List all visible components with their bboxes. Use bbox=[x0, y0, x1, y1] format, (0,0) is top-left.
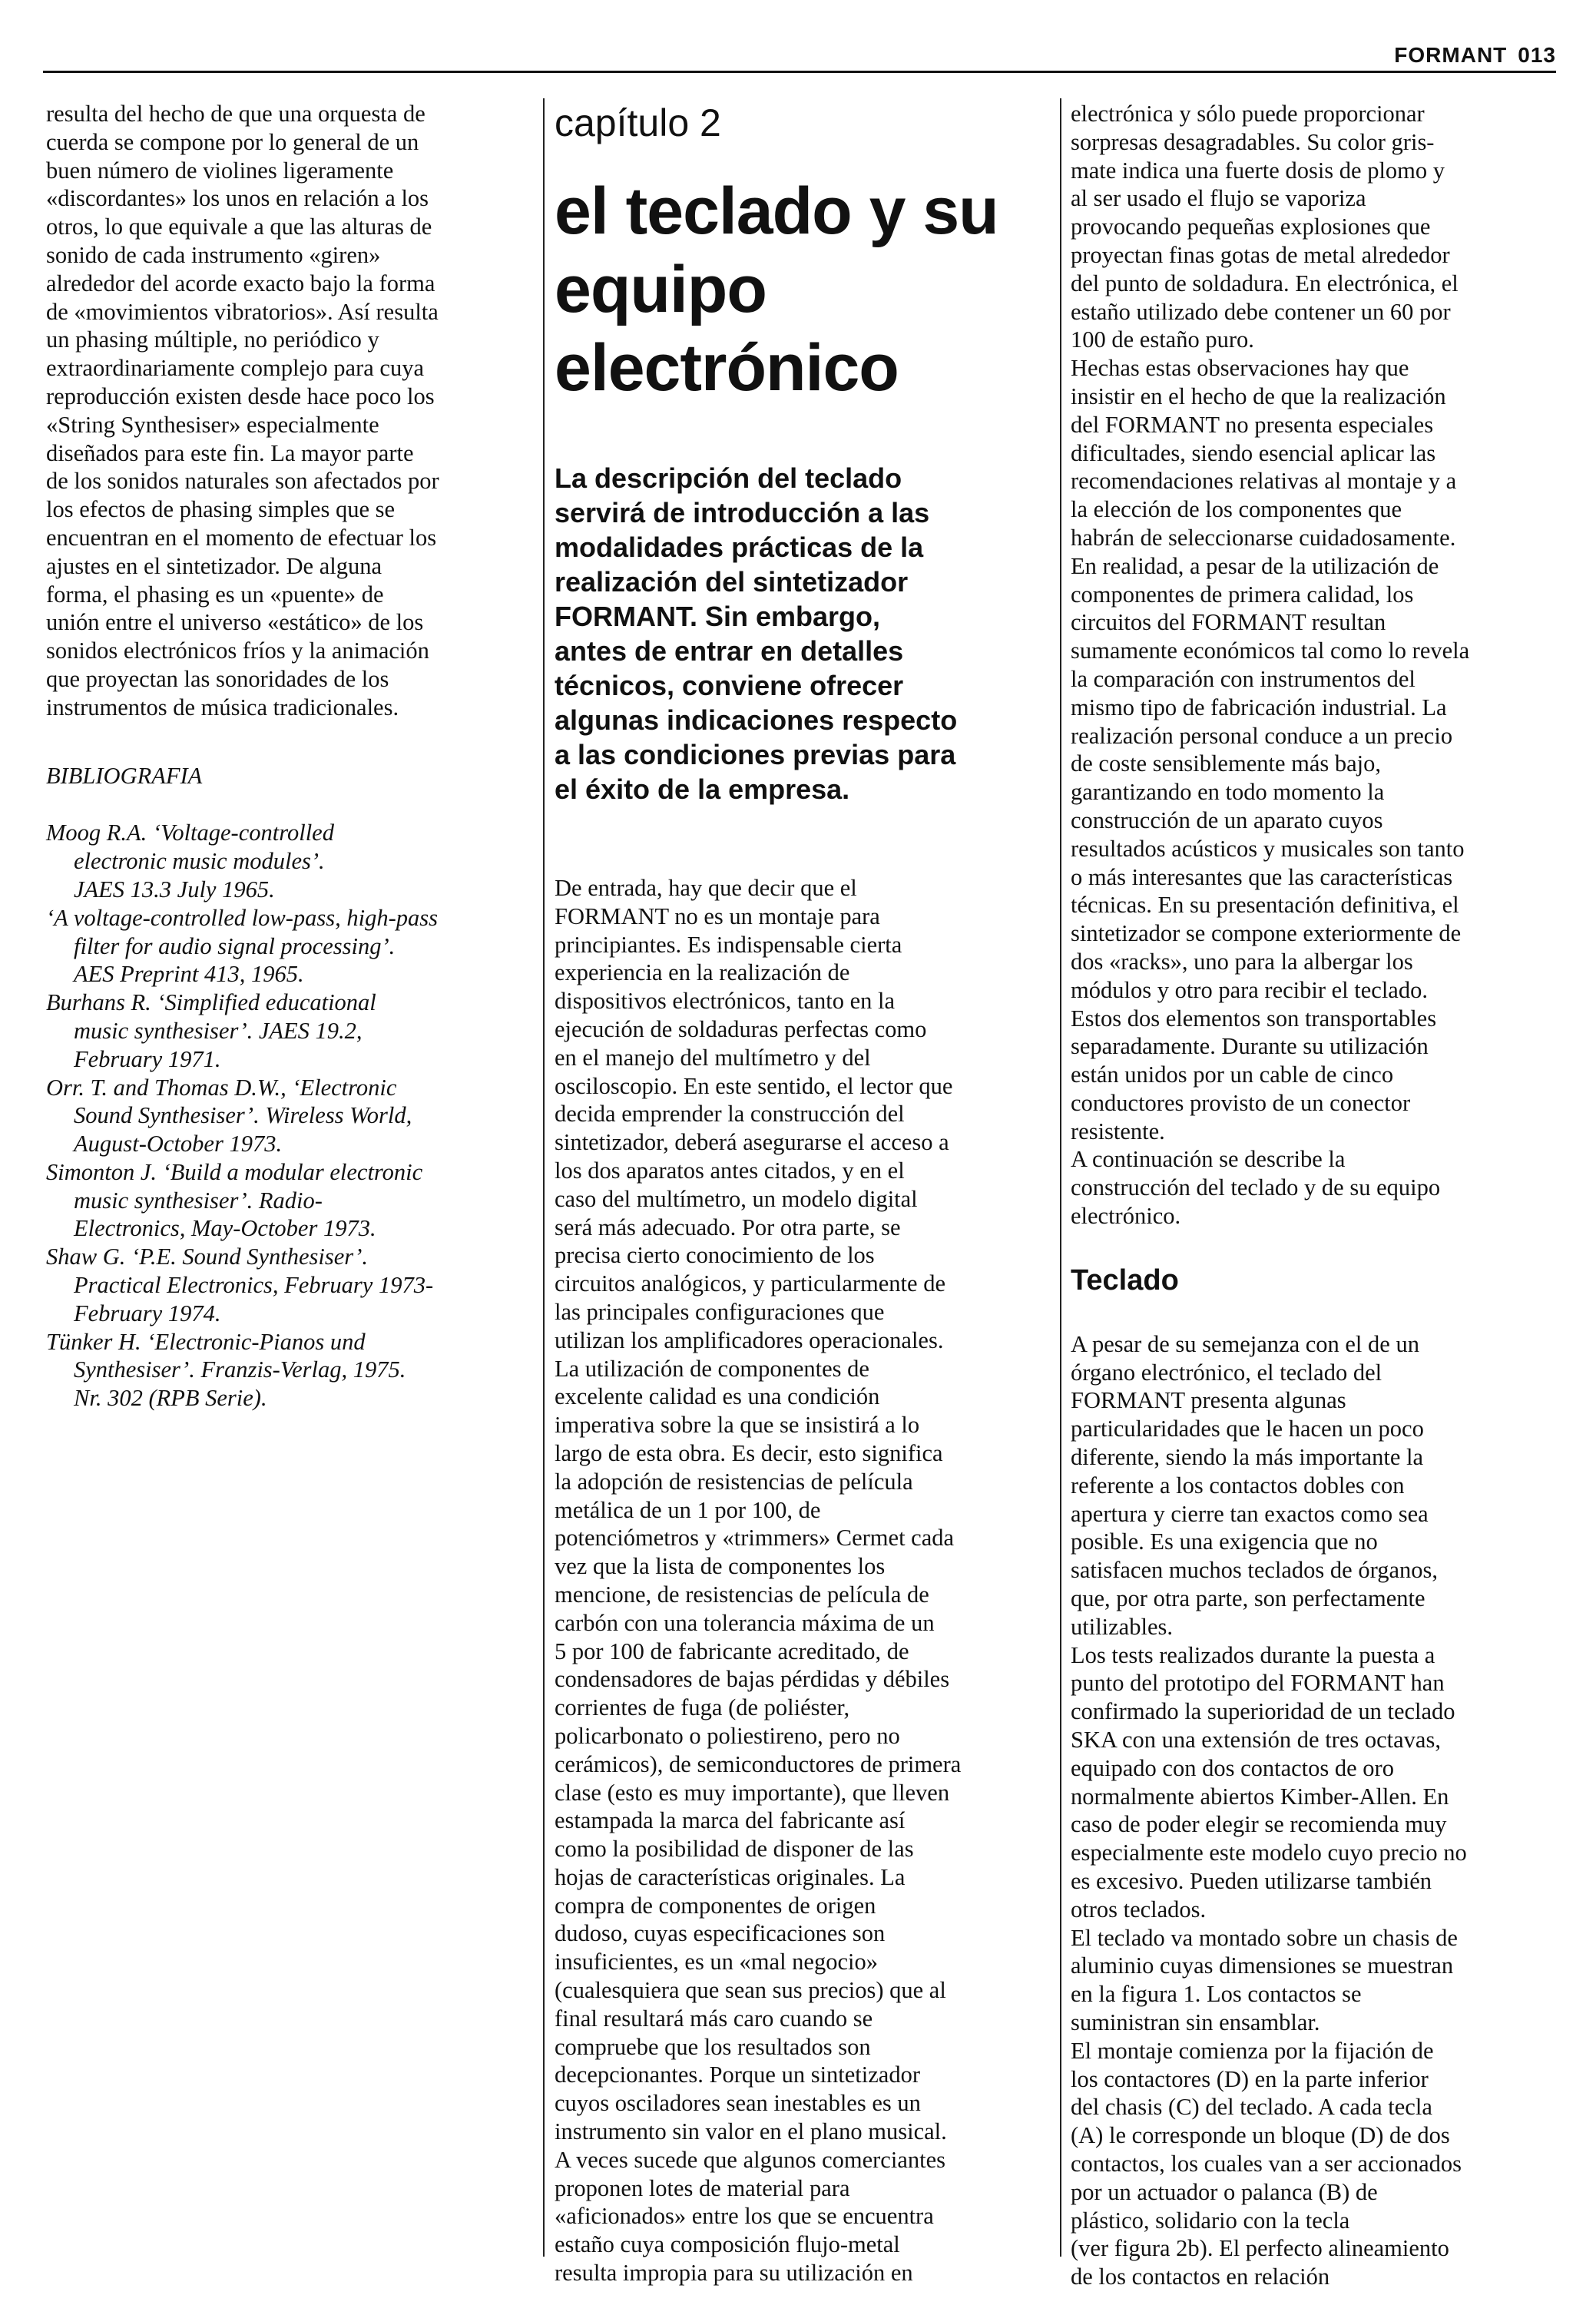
text-line: que proyectan las sonoridades de los bbox=[46, 665, 389, 692]
bibliography-line: JAES 13.3 July 1965. bbox=[74, 876, 275, 902]
text-line: estaño utilizado debe contener un 60 por bbox=[1071, 298, 1451, 325]
text-line: forma, el phasing es un «puente» de bbox=[46, 581, 384, 608]
text-line: buen número de violines ligeramente bbox=[46, 157, 394, 184]
title-line: el teclado y su bbox=[555, 174, 998, 248]
text-line: habrán de seleccionarse cuidadosamente. bbox=[1071, 524, 1456, 551]
text-line: será más adecuado. Por otra parte, se bbox=[555, 1214, 901, 1240]
text-line: vez que la lista de componentes los bbox=[555, 1553, 886, 1580]
column-left bbox=[46, 100, 522, 1412]
text-line: principiantes. Es indispensable cierta bbox=[555, 931, 902, 958]
text-line: mencione, de resistencias de película de bbox=[555, 1581, 929, 1608]
bibliography-line: Simonton J. ‘Build a modular electronic bbox=[46, 1158, 423, 1185]
text-line: compra de componentes de origen bbox=[555, 1892, 876, 1919]
text-line: largo de esta obra. Es decir, esto significa bbox=[555, 1439, 943, 1466]
column-middle bbox=[555, 100, 1038, 2287]
column-right-text-a bbox=[1071, 100, 1562, 1230]
text-line: (A) le corresponde un bloque (D) de dos bbox=[1071, 2122, 1450, 2149]
text-line: utilizan los amplificadores operacionales. bbox=[555, 1326, 944, 1353]
text-line: caso del multímetro, un modelo digital bbox=[555, 1185, 918, 1212]
text-line: En realidad, a pesar de la utilización de bbox=[1071, 552, 1439, 579]
text-line: precisa cierto conocimiento de los bbox=[555, 1242, 875, 1269]
text-line: técnicas. En su presentación definitiva, el bbox=[1071, 892, 1459, 919]
lead-line: antes de entrar en detalles bbox=[555, 635, 904, 667]
text-line: El teclado va montado sobre un chasis de bbox=[1071, 1924, 1458, 1951]
text-line: en el manejo del multímetro y del bbox=[555, 1044, 871, 1071]
text-line: 100 de estaño puro. bbox=[1071, 326, 1254, 353]
text-line: SKA con una extensión de tres octavas, bbox=[1071, 1727, 1441, 1754]
text-line: los efectos de phasing simples que se bbox=[46, 496, 396, 523]
text-line: resulta del hecho de que una orquesta de bbox=[46, 101, 425, 127]
text-line: electrónica y sólo puede proporcionar bbox=[1071, 101, 1425, 127]
text-line: punto del prototipo del FORMANT han bbox=[1071, 1670, 1445, 1697]
text-line: de «movimientos vibratorios». Así resulta bbox=[46, 298, 439, 325]
text-line: cuyos osciladores sean inestables es un bbox=[555, 2090, 921, 2117]
text-line: resultados acústicos y musicales son tanto bbox=[1071, 835, 1465, 862]
text-line: resulta impropia para su utilización en bbox=[555, 2260, 913, 2287]
text-line: aluminio cuyas dimensiones se muestran bbox=[1071, 1952, 1454, 1979]
text-line: están unidos por un cable de cinco bbox=[1071, 1061, 1394, 1088]
text-line: A pesar de su semejanza con el de un bbox=[1071, 1330, 1419, 1357]
text-line: electrónico. bbox=[1071, 1203, 1181, 1230]
bibliography-line: Moog R.A. ‘Voltage-controlled bbox=[46, 820, 334, 846]
lead-line: a las condiciones previas para bbox=[555, 739, 956, 770]
text-line: equipado con dos contactos de oro bbox=[1071, 1754, 1394, 1781]
text-line: Hechas estas observaciones hay que bbox=[1071, 355, 1409, 382]
text-line: cuerda se compone por lo general de un bbox=[46, 128, 419, 155]
text-line: la comparación con instrumentos del bbox=[1071, 665, 1416, 692]
section-heading-teclado: Teclado bbox=[1071, 1263, 1179, 1297]
text-line: apertura y cierre tan exactos como sea bbox=[1071, 1500, 1429, 1527]
text-line: proponen lotes de material para bbox=[555, 2174, 850, 2201]
text-line: circuitos del FORMANT resultan bbox=[1071, 609, 1386, 636]
text-line: componentes de primera calidad, los bbox=[1071, 581, 1414, 608]
text-line: potenciómetros y «trimmers» Cermet cada bbox=[555, 1525, 955, 1552]
text-line: confirmado la superioridad de un teclado bbox=[1071, 1698, 1455, 1725]
bibliography-line: Practical Electronics, February 1973- bbox=[74, 1272, 434, 1299]
column-right bbox=[1071, 100, 1562, 2291]
text-line: garantizando en todo momento la bbox=[1071, 779, 1385, 806]
text-line: final resultará más caro cuando se bbox=[555, 2005, 873, 2032]
chapter-title bbox=[555, 172, 1038, 407]
bibliography-line: Synthesiser’. Franzis-Verlag, 1975. bbox=[74, 1356, 406, 1383]
text-line: caso de poder elegir se recomienda muy bbox=[1071, 1811, 1447, 1838]
bibliography-line: August-October 1973. bbox=[74, 1131, 283, 1157]
text-line: diseñados para este fin. La mayor parte bbox=[46, 439, 414, 466]
text-line: condensadores de bajas pérdidas y débiles bbox=[555, 1666, 950, 1693]
text-line: resistente. bbox=[1071, 1118, 1165, 1144]
text-line: otros, lo que equivale a que las alturas de bbox=[46, 214, 432, 240]
text-line: «aficionados» entre los que se encuentra bbox=[555, 2203, 934, 2230]
text-line: mate indica una fuerte dosis de plomo y bbox=[1071, 157, 1445, 184]
lead-line: técnicos, conviene ofrecer bbox=[555, 670, 904, 701]
chapter-lead bbox=[555, 461, 1038, 806]
text-line: Estos dos elementos son transportables bbox=[1071, 1005, 1437, 1032]
text-line: alrededor del acorde exacto bajo la forma bbox=[46, 270, 435, 296]
header-rule bbox=[43, 71, 1556, 73]
text-line: estaño cuya composición flujo-metal bbox=[555, 2231, 900, 2258]
text-line: del FORMANT no presenta especiales bbox=[1071, 411, 1434, 438]
text-line: dificultades, siendo esencial aplicar las bbox=[1071, 439, 1436, 466]
text-line: estampada la marca del fabricante así bbox=[555, 1807, 906, 1834]
text-line: al ser usado el flujo se vaporiza bbox=[1071, 185, 1366, 212]
text-line: otros teclados. bbox=[1071, 1896, 1207, 1922]
text-line: sintetizador, deberá asegurarse el acceso a bbox=[555, 1129, 949, 1156]
text-line: «discordantes» los unos en relación a los bbox=[46, 185, 429, 212]
text-line: que, por otra parte, son perfectamente bbox=[1071, 1585, 1425, 1612]
text-line: insuficientes, es un «mal negocio» bbox=[555, 1949, 878, 1975]
text-line: A continuación se describe la bbox=[1071, 1146, 1346, 1173]
text-line: recomendaciones relativas al montaje y a bbox=[1071, 468, 1457, 495]
bibliography-line: February 1971. bbox=[74, 1045, 221, 1072]
bibliography-line: music synthesiser’. Radio- bbox=[74, 1187, 323, 1214]
text-line: instrumentos de música tradicionales. bbox=[46, 694, 399, 720]
text-line: decepcionantes. Porque un sintetizador bbox=[555, 2062, 920, 2088]
text-line: unión entre el universo «estático» de los bbox=[46, 609, 424, 636]
text-line: «String Synthesiser» especialmente bbox=[46, 411, 379, 438]
text-line: excelente calidad es una condición bbox=[555, 1383, 880, 1410]
text-line: proyectan finas gotas de metal alrededor bbox=[1071, 241, 1450, 268]
page-number: 013 bbox=[1518, 43, 1556, 67]
text-line: del chasis (C) del teclado. A cada tecla bbox=[1071, 2094, 1432, 2121]
bibliography-line: ‘A voltage-controlled low-pass, high-pass bbox=[46, 904, 438, 931]
text-line: compruebe que los resultados son bbox=[555, 2033, 871, 2060]
bibliography-line: Nr. 302 (RPB Serie). bbox=[74, 1385, 267, 1412]
text-line: construcción de un aparato cuyos bbox=[1071, 806, 1383, 833]
bibliography-list bbox=[46, 819, 522, 1412]
text-line: del punto de soldadura. En electrónica, el bbox=[1071, 270, 1459, 296]
text-line: ajustes en el sintetizador. De alguna bbox=[46, 552, 382, 579]
title-line: equipo bbox=[555, 253, 767, 326]
text-line: los contactores (D) en la parte inferior bbox=[1071, 2065, 1429, 2092]
text-line: metálica de un 1 por 100, de bbox=[555, 1496, 821, 1523]
text-line: separadamente. Durante su utilización bbox=[1071, 1033, 1429, 1060]
bibliography-heading: BIBLIOGRAFIA bbox=[46, 762, 203, 789]
text-line: El montaje comienza por la fijación de bbox=[1071, 2037, 1434, 2064]
bibliography-line: February 1974. bbox=[74, 1300, 221, 1326]
text-line: sorpresas desagradables. Su color gris- bbox=[1071, 128, 1435, 155]
lead-line: realización del sintetizador bbox=[555, 566, 909, 598]
text-line: osciloscopio. En este sentido, el lector que bbox=[555, 1072, 953, 1099]
lead-line: el éxito de la empresa. bbox=[555, 773, 850, 805]
text-line: particularidades que le hacen un poco bbox=[1071, 1416, 1424, 1442]
text-line: la adopción de resistencias de película bbox=[555, 1468, 913, 1495]
text-line: FORMANT no es un montaje para bbox=[555, 902, 880, 929]
text-line: conductores provisto de un conector bbox=[1071, 1089, 1411, 1116]
lead-line: FORMANT. Sin embargo, bbox=[555, 601, 881, 632]
lead-line: servirá de introducción a las bbox=[555, 497, 930, 528]
text-line: órgano electrónico, el teclado del bbox=[1071, 1359, 1382, 1386]
text-line: suministran sin ensamblar. bbox=[1071, 2009, 1320, 2035]
text-line: diferente, siendo la más importante la bbox=[1071, 1444, 1424, 1471]
text-line: experiencia en la realización de bbox=[555, 959, 850, 986]
lead-line: modalidades prácticas de la bbox=[555, 532, 924, 563]
text-line: contactos, los cuales van a ser accionados bbox=[1071, 2150, 1462, 2177]
text-line: (ver figura 2b). El perfecto alineamiento bbox=[1071, 2235, 1449, 2262]
text-line: decida emprender la construcción del bbox=[555, 1101, 905, 1128]
text-line: dos «racks», uno para la albergar los bbox=[1071, 948, 1413, 975]
text-line: imperativa sobre la que se insistirá a lo bbox=[555, 1412, 920, 1439]
bibliography-line: AES Preprint 413, 1965. bbox=[74, 961, 304, 988]
text-line: de los sonidos naturales son afectados por bbox=[46, 468, 439, 495]
bibliography-line: Burhans R. ‘Simplified educational bbox=[46, 989, 376, 1016]
bibliography-line: electronic music modules’. bbox=[74, 848, 325, 875]
text-line: A veces sucede que algunos comerciantes bbox=[555, 2146, 945, 2173]
text-line: por un actuador o palanca (B) de bbox=[1071, 2178, 1378, 2205]
text-line: La utilización de componentes de bbox=[555, 1355, 869, 1382]
column-divider-1 bbox=[543, 98, 545, 2257]
text-line: (cualesquiera que sean sus precios) que al bbox=[555, 1977, 946, 2004]
text-line: FORMANT presenta algunas bbox=[1071, 1387, 1346, 1414]
bibliography-line: Electronics, May-October 1973. bbox=[74, 1215, 376, 1242]
text-line: carbón con una tolerancia máxima de un bbox=[555, 1609, 935, 1636]
text-line: o más interesantes que las características bbox=[1071, 863, 1453, 890]
text-line: clase (esto es muy importante), que lleven bbox=[555, 1779, 950, 1806]
text-line: módulos y otro para recibir el teclado. bbox=[1071, 976, 1428, 1003]
text-line: plástico, solidario con la tecla bbox=[1071, 2207, 1350, 2234]
text-line: es excesivo. Pueden utilizarse también bbox=[1071, 1868, 1432, 1895]
text-line: policarbonato o poliestireno, pero no bbox=[555, 1722, 900, 1749]
text-line: extraordinariamente complejo para cuya bbox=[46, 355, 424, 382]
column-divider-2 bbox=[1060, 98, 1061, 2257]
text-line: provocando pequeñas explosiones que bbox=[1071, 214, 1431, 240]
bibliography-line: filter for audio signal processing’. bbox=[74, 932, 396, 959]
header-brand: FORMANT bbox=[1394, 43, 1508, 67]
text-line: instrumento sin valor en el plano musical. bbox=[555, 2118, 947, 2145]
text-line: la elección de los componentes que bbox=[1071, 496, 1402, 523]
column-left-text bbox=[46, 100, 522, 722]
title-line: electrónico bbox=[555, 331, 899, 405]
running-header bbox=[1383, 43, 1556, 68]
text-line: insistir en el hecho de que la realización bbox=[1071, 383, 1446, 409]
text-line: construcción del teclado y de su equipo bbox=[1071, 1174, 1441, 1201]
bibliography-line: Orr. T. and Thomas D.W., ‘Electronic bbox=[46, 1074, 397, 1101]
text-line: sonidos electrónicos fríos y la animación bbox=[46, 638, 429, 664]
text-line: especialmente este modelo cuyo precio no bbox=[1071, 1840, 1467, 1866]
text-line: sonido de cada instrumento «giren» bbox=[46, 241, 381, 268]
text-line: satisfacen muchos teclados de órganos, bbox=[1071, 1557, 1438, 1584]
text-line: un phasing múltiple, no periódico y bbox=[46, 326, 379, 353]
text-line: ejecución de soldaduras perfectas como bbox=[555, 1015, 927, 1042]
text-line: circuitos analógicos, y particularmente de bbox=[555, 1270, 945, 1297]
text-line: en la figura 1. Los contactos se bbox=[1071, 1981, 1362, 2008]
text-line: sumamente económicos tal como lo revela bbox=[1071, 638, 1470, 664]
text-line: los dos aparatos antes citados, y en el bbox=[555, 1157, 905, 1184]
text-line: realización personal conduce a un precio bbox=[1071, 722, 1453, 749]
text-line: de los contactos en relación bbox=[1071, 2264, 1330, 2290]
column-right-text-b bbox=[1071, 1330, 1562, 2291]
text-line: cerámicos), de semiconductores de primera bbox=[555, 1750, 962, 1777]
text-line: posible. Es una exigencia que no bbox=[1071, 1528, 1378, 1555]
text-line: utilizables. bbox=[1071, 1613, 1173, 1640]
text-line: Los tests realizados durante la puesta a bbox=[1071, 1641, 1435, 1668]
text-line: las principales configuraciones que bbox=[555, 1298, 885, 1325]
lead-line: La descripción del teclado bbox=[555, 462, 902, 494]
text-line: sintetizador se compone exteriormente de bbox=[1071, 920, 1462, 947]
text-line: reproducción existen desde hace poco los bbox=[46, 383, 435, 409]
text-line: normalmente abiertos Kimber-Allen. En bbox=[1071, 1783, 1449, 1810]
text-line: como la posibilidad de disponer de las bbox=[555, 1836, 914, 1863]
bibliography-line: music synthesiser’. JAES 19.2, bbox=[74, 1017, 363, 1044]
text-line: 5 por 100 de fabricante acreditado, de bbox=[555, 1638, 909, 1664]
text-line: referente a los contactos dobles con bbox=[1071, 1472, 1405, 1499]
bibliography-line: Sound Synthesiser’. Wireless World, bbox=[74, 1102, 412, 1129]
text-line: dudoso, cuyas especificaciones son bbox=[555, 1920, 886, 1947]
text-line: encuentran en el momento de efectuar los bbox=[46, 524, 437, 551]
text-line: hojas de características originales. La bbox=[555, 1863, 906, 1890]
text-line: De entrada, hay que decir que el bbox=[555, 875, 857, 901]
text-line: mismo tipo de fabricación industrial. La bbox=[1071, 694, 1447, 720]
text-line: corrientes de fuga (de poliéster, bbox=[555, 1694, 850, 1721]
chapter-label: capítulo 2 bbox=[555, 101, 721, 144]
text-line: de coste sensiblemente más bajo, bbox=[1071, 750, 1382, 777]
bibliography-line: Tünker H. ‘Electronic-Pianos und bbox=[46, 1328, 366, 1355]
bibliography-line: Shaw G. ‘P.E. Sound Synthesiser’. bbox=[46, 1244, 369, 1270]
lead-line: algunas indicaciones respecto bbox=[555, 704, 958, 736]
column-middle-text bbox=[555, 874, 1038, 2287]
text-line: dispositivos electrónicos, tanto en la bbox=[555, 988, 896, 1015]
